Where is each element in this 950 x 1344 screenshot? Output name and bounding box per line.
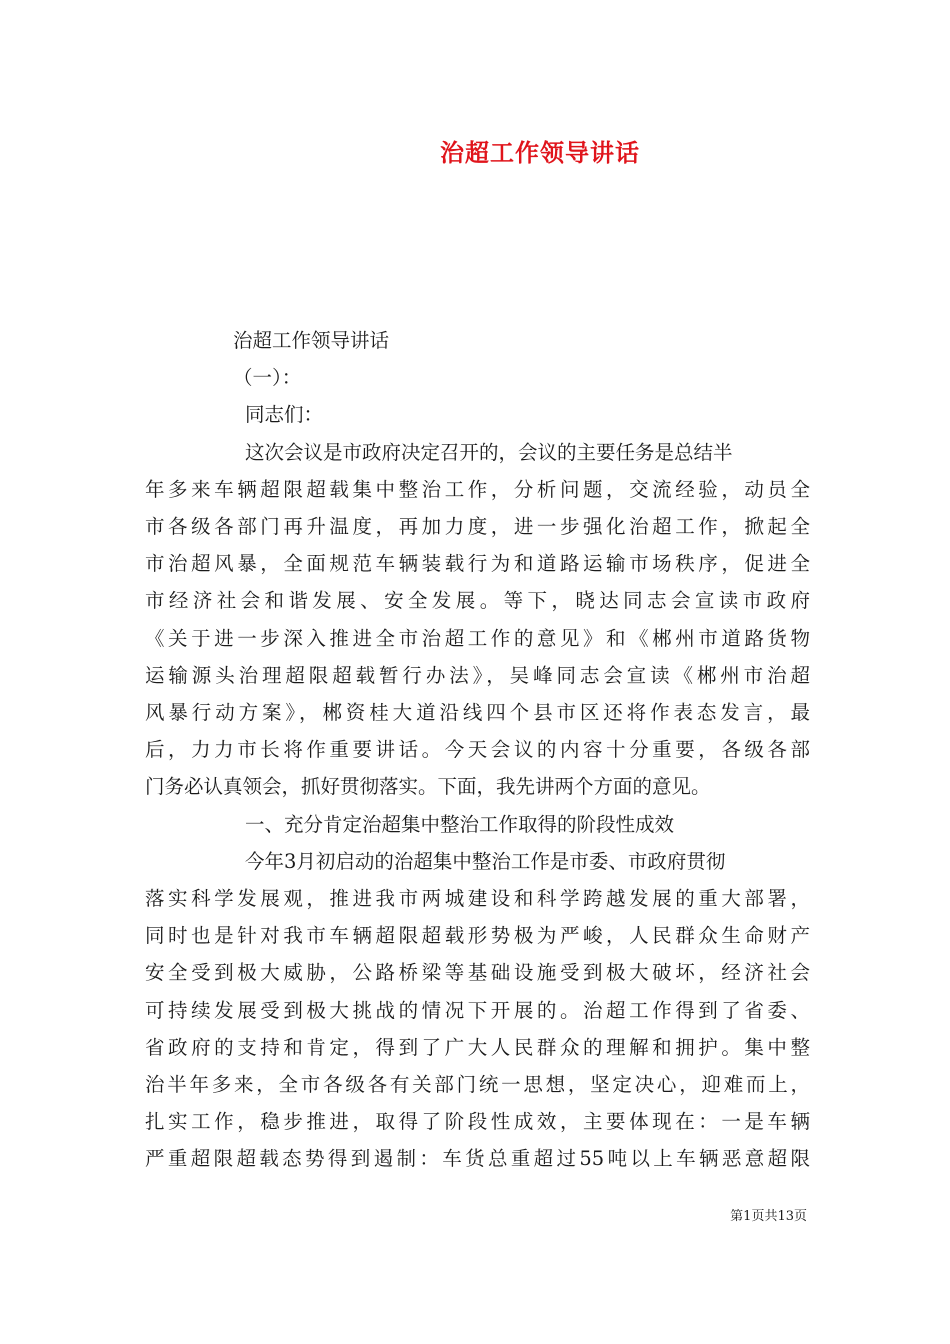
section-number: （一）： (233, 366, 302, 390)
salutation: 同志们： (245, 403, 324, 427)
paragraph-line: 今年3月初启动的治超集中整治工作是市委、市政府贯彻 (245, 849, 726, 873)
paragraph-line: 《关于进一步深入推进全市治超工作的意见》和《郴州市道路货物 (145, 626, 810, 650)
paragraph-line: 扎实工作，稳步推进，取得了阶段性成效，主要体现在：一是车辆 (145, 1110, 810, 1134)
paragraph-line: 年多来车辆超限超载集中整治工作，分析问题，交流经验，动员全 (145, 477, 810, 501)
paragraph-line: 省政府的支持和肯定，得到了广大人民群众的理解和拥护。集中整 (145, 1035, 810, 1059)
paragraph-line: 可持续发展受到极大挑战的情况下开展的。治超工作得到了省委、 (145, 998, 810, 1022)
paragraph-line: 市经济社会和谐发展、安全发展。等下，晓达同志会宣读市政府 (145, 589, 810, 613)
paragraph-line: 落实科学发展观，推进我市两城建设和科学跨越发展的重大部署， (145, 887, 810, 911)
paragraph-line: 同时也是针对我市车辆超限超载形势极为严峻，人民群众生命财产 (145, 924, 810, 948)
page-number: 第1页共13页 (730, 1209, 807, 1224)
paragraph-line: 风暴行动方案》，郴资桂大道沿线四个县市区还将作表态发言，最 (145, 701, 810, 725)
paragraph-line: 运输源头治理超限超载暂行办法》，吴峰同志会宣读《郴州市治超 (145, 663, 810, 687)
paragraph-line: 治半年多来，全市各级各有关部门统一思想，坚定决心，迎难而上， (145, 1073, 810, 1097)
document-title: 治超工作领导讲话 (440, 138, 640, 167)
section-heading: 一、充分肯定治超集中整治工作取得的阶段性成效 (245, 812, 675, 836)
paragraph-line: 门务必认真领会，抓好贯彻落实。下面，我先讲两个方面的意见。 (145, 775, 711, 799)
document-body (145, 322, 810, 1178)
paragraph-line: 严重超限超载态势得到遏制：车货总重超过55吨以上车辆恶意超限 (145, 1147, 810, 1171)
paragraph-line: 后，力力市长将作重要讲话。今天会议的内容十分重要，各级各部 (145, 738, 810, 762)
paragraph-line: 市各级各部门再升温度，再加力度，进一步强化治超工作，掀起全 (145, 515, 810, 539)
paragraph-line: 市治超风暴，全面规范车辆装载行为和道路运输市场秩序，促进全 (145, 552, 810, 576)
paragraph-line: 安全受到极大威胁，公路桥梁等基础设施受到极大破坏，经济社会 (145, 961, 810, 985)
section-heading: 治超工作领导讲话 (233, 329, 390, 352)
paragraph-line: 这次会议是市政府决定召开的，会议的主要任务是总结半 (245, 440, 733, 464)
